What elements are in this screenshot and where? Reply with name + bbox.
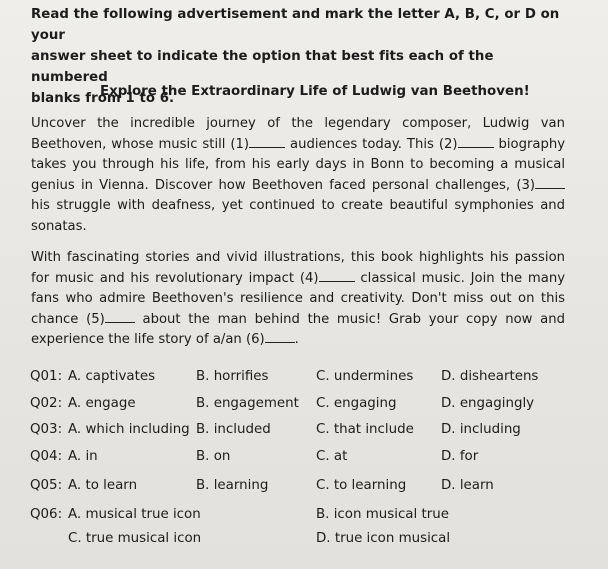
option-a[interactable]: A. engage	[68, 396, 136, 411]
option-d[interactable]: D. disheartens	[441, 369, 539, 384]
option-d[interactable]: D. for	[441, 449, 479, 464]
option-c[interactable]: C. true musical icon	[68, 531, 202, 546]
question-label: Q05:	[30, 478, 63, 493]
question-label: Q04:	[30, 449, 63, 464]
option-d[interactable]: D. engagingly	[441, 396, 535, 411]
option-a[interactable]: A. which including	[68, 422, 190, 437]
instructions-line-2: answer sheet to indicate the option that best fits each of the numbered	[31, 49, 494, 85]
option-b[interactable]: B. on	[196, 449, 231, 464]
instructions-line-3: blanks from 1 to 6.	[31, 91, 175, 106]
ad-paragraph-1	[31, 114, 565, 237]
question-label: Q03:	[30, 422, 63, 437]
option-b[interactable]: B. engagement	[196, 396, 299, 411]
blank-5[interactable]	[105, 312, 135, 323]
paragraph-text: biography takes you through his life, from his early days in Bonn to becoming a musical genius in Vienna. Discover how Beethoven faced personal challenges, (3)	[31, 136, 565, 193]
option-b[interactable]: B. included	[196, 422, 271, 437]
paragraph-text: about the man behind the music! Grab your copy now and experience the life story of a/an (6)	[31, 311, 565, 347]
question-label: Q02:	[30, 396, 63, 411]
ad-paragraph-2	[31, 248, 565, 351]
option-b[interactable]: B. learning	[196, 478, 269, 493]
paragraph-text: .	[294, 332, 299, 347]
paragraph-text: Uncover the incredible journey of the legendary composer, Ludwig van Beethoven, whose music still (1)	[31, 116, 565, 152]
blank-6[interactable]	[265, 332, 295, 343]
option-c[interactable]: C. that include	[316, 422, 414, 437]
option-a[interactable]: A. musical true icon	[68, 507, 201, 522]
instructions-line-1: Read the following advertisement and mark the letter A, B, C, or D on your	[31, 7, 560, 43]
question-label: Q06:	[30, 507, 63, 522]
option-c[interactable]: C. to learning	[316, 478, 407, 493]
blank-1[interactable]	[249, 137, 285, 148]
option-a[interactable]: A. captivates	[68, 369, 156, 384]
paragraph-text: audiences today. This (2)	[285, 136, 458, 152]
option-a[interactable]: A. to learn	[68, 478, 138, 493]
option-d[interactable]: D. including	[441, 422, 521, 437]
option-d[interactable]: D. learn	[441, 478, 494, 493]
option-a[interactable]: A. in	[68, 449, 98, 464]
paragraph-text: With fascinating stories and vivid illustrations, this book highlights his passion for music and his revolutionary impact (4)	[31, 250, 565, 286]
option-b[interactable]: B. icon musical true	[316, 507, 449, 522]
blank-2[interactable]	[458, 137, 494, 148]
paragraph-text: his struggle with deafness, yet continued to create beautiful symphonies and sonatas.	[31, 198, 565, 234]
ad-title: Explore the Extraordinary Life of Ludwig van Beethoven!	[100, 84, 530, 99]
option-d[interactable]: D. true icon musical	[316, 531, 451, 546]
blank-4[interactable]	[319, 271, 355, 282]
paragraph-text: classical music. Join the many fans who admire Beethoven's resilience and creativity. Don't miss out on this chance (5)	[31, 270, 566, 327]
option-c[interactable]: C. engaging	[316, 396, 397, 411]
question-label: Q01:	[30, 369, 63, 384]
blank-3[interactable]	[535, 178, 565, 189]
option-c[interactable]: C. undermines	[316, 369, 414, 384]
option-b[interactable]: B. horrifies	[196, 369, 269, 384]
option-c[interactable]: C. at	[316, 449, 348, 464]
